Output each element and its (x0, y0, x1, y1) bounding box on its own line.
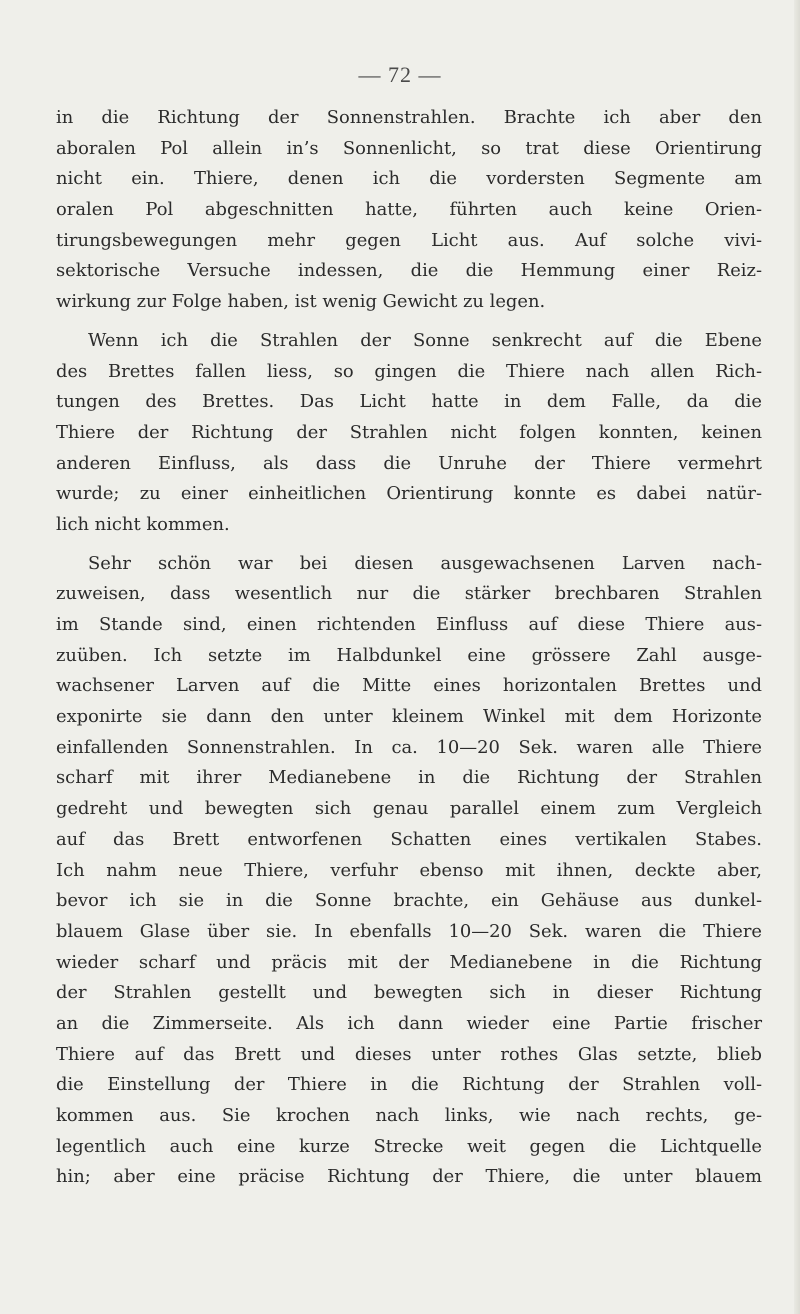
text-line: oralen Pol abgeschnitten hatte, führten auch keine Orien- (56, 199, 762, 221)
text-line: nicht ein. Thiere, denen ich die vordersten Segmente am (56, 168, 762, 190)
text-line: bevor ich sie in die Sonne brachte, ein Gehäuse aus dunkel- (56, 890, 762, 912)
text-line: legentlich auch eine kurze Strecke weit gegen die Lichtquelle (56, 1135, 762, 1157)
text-line: auf das Brett entworfenen Schatten eines vertikalen Stabes. (56, 828, 762, 850)
text-line: kommen aus. Sie krochen nach links, wie nach rechts, ge- (56, 1105, 762, 1126)
text-line: gedreht und bewegten sich genau parallel einem zum Vergleich (56, 798, 762, 820)
text-line: sektorische Versuche indessen, die die Hemmung einer Reiz- (56, 260, 762, 282)
text-line: exponirte sie dann den unter kleinem Winkel mit dem Horizonte (56, 706, 762, 728)
text-line: wachsener Larven auf die Mitte eines horizontalen Brettes und (56, 675, 762, 697)
text-line: Wenn ich die Strahlen der Sonne senkrecht auf die Ebene (88, 329, 762, 351)
text-line: Thiere auf das Brett und dieses unter rothes Glas setzte, blieb (56, 1043, 762, 1065)
text-line: in die Richtung der Sonnenstrahlen. Brachte ich aber den (56, 107, 762, 128)
text-line: an die Zimmerseite. Als ich dann wieder eine Partie frischer (56, 1012, 762, 1034)
text-line: die Einstellung der Thiere in die Richtung der Strahlen voll- (56, 1074, 762, 1096)
text-line: Thiere der Richtung der Strahlen nicht folgen konnten, keinen (56, 421, 762, 443)
text-line: aboralen Pol allein in’s Sonnenlicht, so trat diese Orientirung (56, 137, 762, 159)
text-line: der Strahlen gestellt und bewegten sich in dieser Richtung (56, 982, 762, 1004)
page-edge (794, 0, 800, 1314)
text-line: hin; aber eine präcise Richtung der Thiere, die unter blauem (56, 1166, 762, 1188)
paragraph-gap (56, 318, 762, 326)
paragraph-1 (56, 103, 762, 318)
text-line: tungen des Brettes. Das Licht hatte in dem Falle, da die (56, 391, 762, 413)
text-line: zuweisen, dass wesentlich nur die stärker brechbaren Strahlen (56, 583, 762, 605)
text-line: tirungsbewegungen mehr gegen Licht aus. Auf solche vivi- (56, 229, 762, 251)
text-line: im Stande sind, einen richtenden Einfluss auf diese Thiere aus- (56, 614, 762, 635)
text-line: des Brettes fallen liess, so gingen die Thiere nach allen Rich- (56, 360, 762, 382)
text-line: zuüben. Ich setzte im Halbdunkel eine grössere Zahl ausge- (56, 644, 762, 666)
page-number: — 72 — (358, 62, 442, 87)
text-line: wirkung zur Folge haben, ist wenig Gewicht zu legen. (56, 291, 546, 313)
text-line: einfallenden Sonnenstrahlen. In ca. 10—20 Sek. waren alle Thiere (56, 736, 762, 758)
text-line: scharf mit ihrer Medianebene in die Richtung der Strahlen (56, 767, 762, 789)
text-line: anderen Einfluss, als dass die Unruhe der Thiere vermehrt (56, 452, 762, 474)
paragraph-2 (56, 326, 762, 541)
text-line: Ich nahm neue Thiere, verfuhr ebenso mit ihnen, deckte aber, (56, 859, 762, 881)
text-line: blauem Glase über sie. In ebenfalls 10—20 Sek. waren die Thiere (56, 920, 762, 942)
text-line: wurde; zu einer einheitlichen Orientirung konnte es dabei natür- (56, 483, 762, 505)
text-line: Sehr schön war bei diesen ausgewachsenen Larven nach- (88, 552, 762, 574)
text-line: wieder scharf und präcis mit der Medianebene in die Richtung (56, 951, 762, 973)
paragraph-3 (56, 549, 762, 1193)
paragraph-gap (56, 541, 762, 549)
body-text (56, 103, 762, 1193)
text-line: lich nicht kommen. (56, 513, 230, 535)
